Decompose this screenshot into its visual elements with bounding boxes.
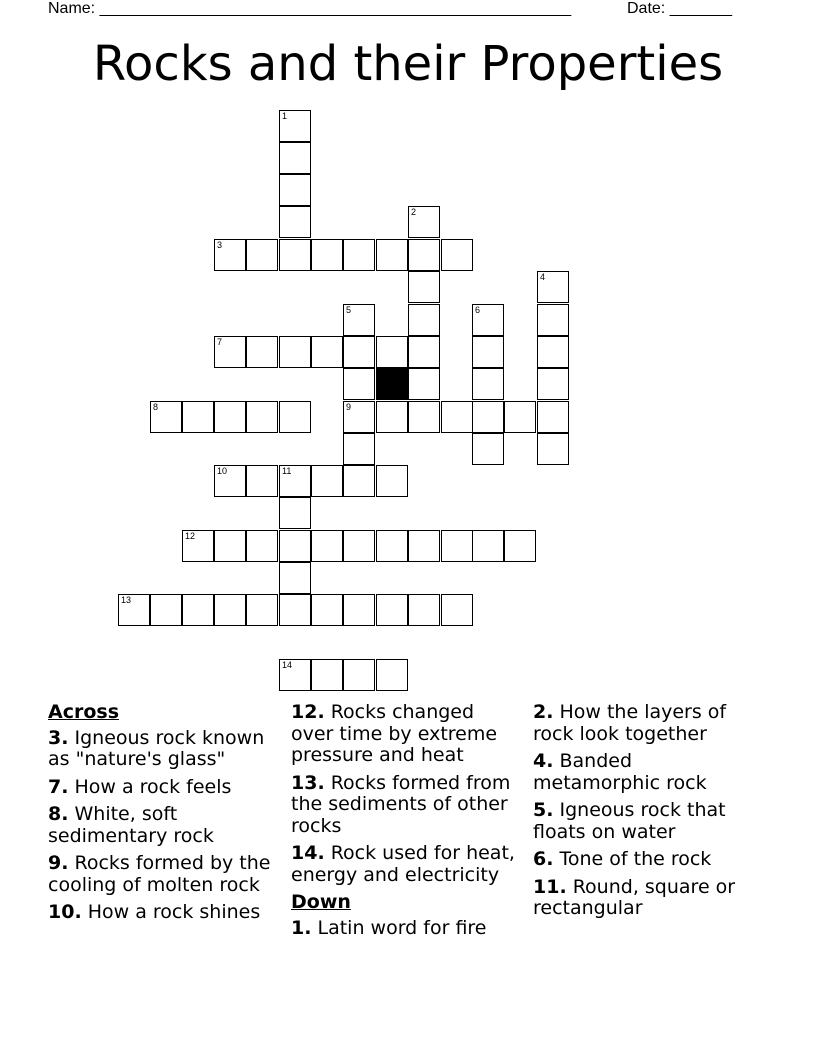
clues-section — [0, 702, 816, 1002]
clue-number: 10 — [217, 466, 228, 476]
grid-cell[interactable] — [343, 433, 375, 465]
clue-number: 7 — [217, 337, 223, 347]
grid-cell[interactable] — [246, 239, 278, 271]
grid-cell[interactable] — [441, 239, 473, 271]
clues-column-3 — [533, 702, 753, 926]
grid-cell[interactable] — [214, 594, 246, 626]
grid-cell[interactable] — [343, 336, 375, 368]
grid-cell[interactable] — [279, 239, 311, 271]
across-heading: Across — [48, 701, 120, 723]
grid-cell[interactable] — [343, 239, 375, 271]
grid-cell[interactable] — [537, 401, 569, 433]
grid-cell[interactable] — [279, 530, 311, 562]
grid-cell[interactable] — [472, 433, 504, 465]
grid-cell[interactable] — [537, 271, 569, 303]
grid-cell[interactable] — [472, 530, 504, 562]
grid-cell[interactable] — [472, 304, 504, 336]
grid-cell[interactable] — [279, 497, 311, 529]
grid-cell[interactable] — [279, 206, 311, 238]
grid-cell[interactable] — [182, 530, 214, 562]
clue-item: 4. Banded metamorphic rock — [533, 750, 707, 794]
clue-item: 1. Latin word for fire — [291, 916, 487, 939]
down-heading: Down — [291, 891, 351, 913]
grid-cell[interactable] — [214, 530, 246, 562]
grid-cell[interactable] — [504, 401, 536, 433]
clue-item: 6. Tone of the rock — [533, 848, 712, 870]
grid-cell[interactable] — [343, 594, 375, 626]
grid-cell[interactable] — [376, 594, 408, 626]
grid-cell[interactable] — [408, 271, 440, 303]
grid-cell[interactable] — [343, 368, 375, 400]
grid-cell[interactable] — [343, 401, 375, 433]
clue-item: 8. White, soft sedimentary rock — [48, 803, 214, 847]
grid-cell[interactable] — [343, 659, 375, 691]
grid-cell[interactable] — [150, 594, 182, 626]
grid-cell[interactable] — [343, 304, 375, 336]
clue-number: 9 — [346, 402, 352, 412]
clues-column-2 — [291, 702, 516, 945]
grid-cell[interactable] — [376, 465, 408, 497]
grid-cell[interactable] — [408, 304, 440, 336]
grid-cell[interactable] — [279, 401, 311, 433]
grid-cell[interactable] — [246, 401, 278, 433]
grid-cell[interactable] — [343, 465, 375, 497]
grid-cell[interactable] — [408, 206, 440, 238]
date-field-label[interactable]: Date: _______ — [627, 0, 732, 17]
grid-cell[interactable] — [408, 594, 440, 626]
grid-cell[interactable] — [311, 530, 343, 562]
clue-number: 14 — [282, 660, 293, 670]
grid-cell[interactable] — [537, 433, 569, 465]
grid-cell[interactable] — [182, 594, 214, 626]
grid-cell[interactable] — [441, 594, 473, 626]
grid-cell[interactable] — [311, 659, 343, 691]
grid-cell[interactable] — [279, 110, 311, 142]
grid-cell[interactable] — [537, 336, 569, 368]
grid-cell[interactable] — [504, 530, 536, 562]
grid-cell[interactable] — [472, 368, 504, 400]
grid-cell[interactable] — [246, 336, 278, 368]
grid-cell[interactable] — [214, 336, 246, 368]
grid-cell[interactable] — [376, 239, 408, 271]
clue-item: 11. Round, square or rectangular — [533, 875, 736, 919]
grid-cell[interactable] — [408, 401, 440, 433]
clue-item: 3. Igneous rock known as "nature's glass" — [48, 726, 265, 770]
clue-item: 9. Rocks formed by the cooling of molten rock — [48, 852, 271, 896]
grid-cell[interactable] — [279, 659, 311, 691]
name-field-label[interactable]: Name: _____________________________________________________ — [48, 0, 572, 17]
clue-number: 2 — [411, 207, 417, 217]
clue-item: 14. Rock used for heat, energy and electricity — [291, 842, 515, 886]
grid-cell[interactable] — [150, 401, 182, 433]
grid-cell[interactable] — [279, 465, 311, 497]
grid-cell[interactable] — [472, 401, 504, 433]
grid-cell[interactable] — [441, 401, 473, 433]
clue-number: 12 — [185, 531, 196, 541]
clue-item: 5. Igneous rock that floats on water — [533, 799, 726, 843]
grid-cell[interactable] — [279, 562, 311, 594]
clue-item: 7. How a rock feels — [48, 775, 232, 798]
clue-number: 11 — [282, 466, 292, 476]
clue-item: 10. How a rock shines — [48, 901, 261, 923]
grid-cell[interactable] — [376, 401, 408, 433]
grid-cell[interactable] — [214, 401, 246, 433]
grid-cell[interactable] — [311, 594, 343, 626]
page-title: Rocks and their Properties — [92, 36, 724, 92]
grid-cell[interactable] — [182, 401, 214, 433]
grid-cell[interactable] — [441, 530, 473, 562]
clue-number: 13 — [121, 595, 132, 605]
grid-cell[interactable] — [214, 465, 246, 497]
grid-cell[interactable] — [311, 465, 343, 497]
clue-number: 8 — [153, 402, 159, 412]
grid-cell[interactable] — [311, 336, 343, 368]
grid-cell[interactable] — [408, 239, 440, 271]
grid-cell[interactable] — [246, 594, 278, 626]
grid-cell[interactable] — [408, 336, 440, 368]
grid-cell[interactable] — [246, 465, 278, 497]
clue-item: 12. Rocks changed over time by extreme pressure and heat — [291, 701, 498, 766]
grid-cell[interactable] — [376, 336, 408, 368]
clue-number: 4 — [540, 272, 546, 282]
grid-cell[interactable] — [279, 174, 311, 206]
clue-item: 13. Rocks formed from the sediments of other rocks — [291, 771, 511, 837]
grid-cell[interactable] — [537, 368, 569, 400]
grid-cell[interactable] — [408, 368, 440, 400]
grid-cell[interactable] — [214, 239, 246, 271]
clue-number: 5 — [346, 305, 352, 315]
clue-number: 1 — [282, 111, 288, 121]
clue-number: 6 — [475, 305, 481, 315]
clues-column-1 — [48, 702, 280, 930]
grid-block — [376, 368, 408, 400]
grid-cell[interactable] — [472, 336, 504, 368]
grid-cell[interactable] — [246, 530, 278, 562]
clue-number: 3 — [217, 240, 223, 250]
grid-cell[interactable] — [343, 530, 375, 562]
grid-cell[interactable] — [311, 239, 343, 271]
grid-cell[interactable] — [376, 659, 408, 691]
grid-cell[interactable] — [537, 304, 569, 336]
grid-cell[interactable] — [118, 594, 150, 626]
grid-cell[interactable] — [279, 142, 311, 174]
grid-cell[interactable] — [376, 530, 408, 562]
grid-cell[interactable] — [279, 336, 311, 368]
grid-cell[interactable] — [279, 594, 311, 626]
clue-item: 2. How the layers of rock look together — [533, 701, 727, 745]
grid-cell[interactable] — [408, 530, 440, 562]
